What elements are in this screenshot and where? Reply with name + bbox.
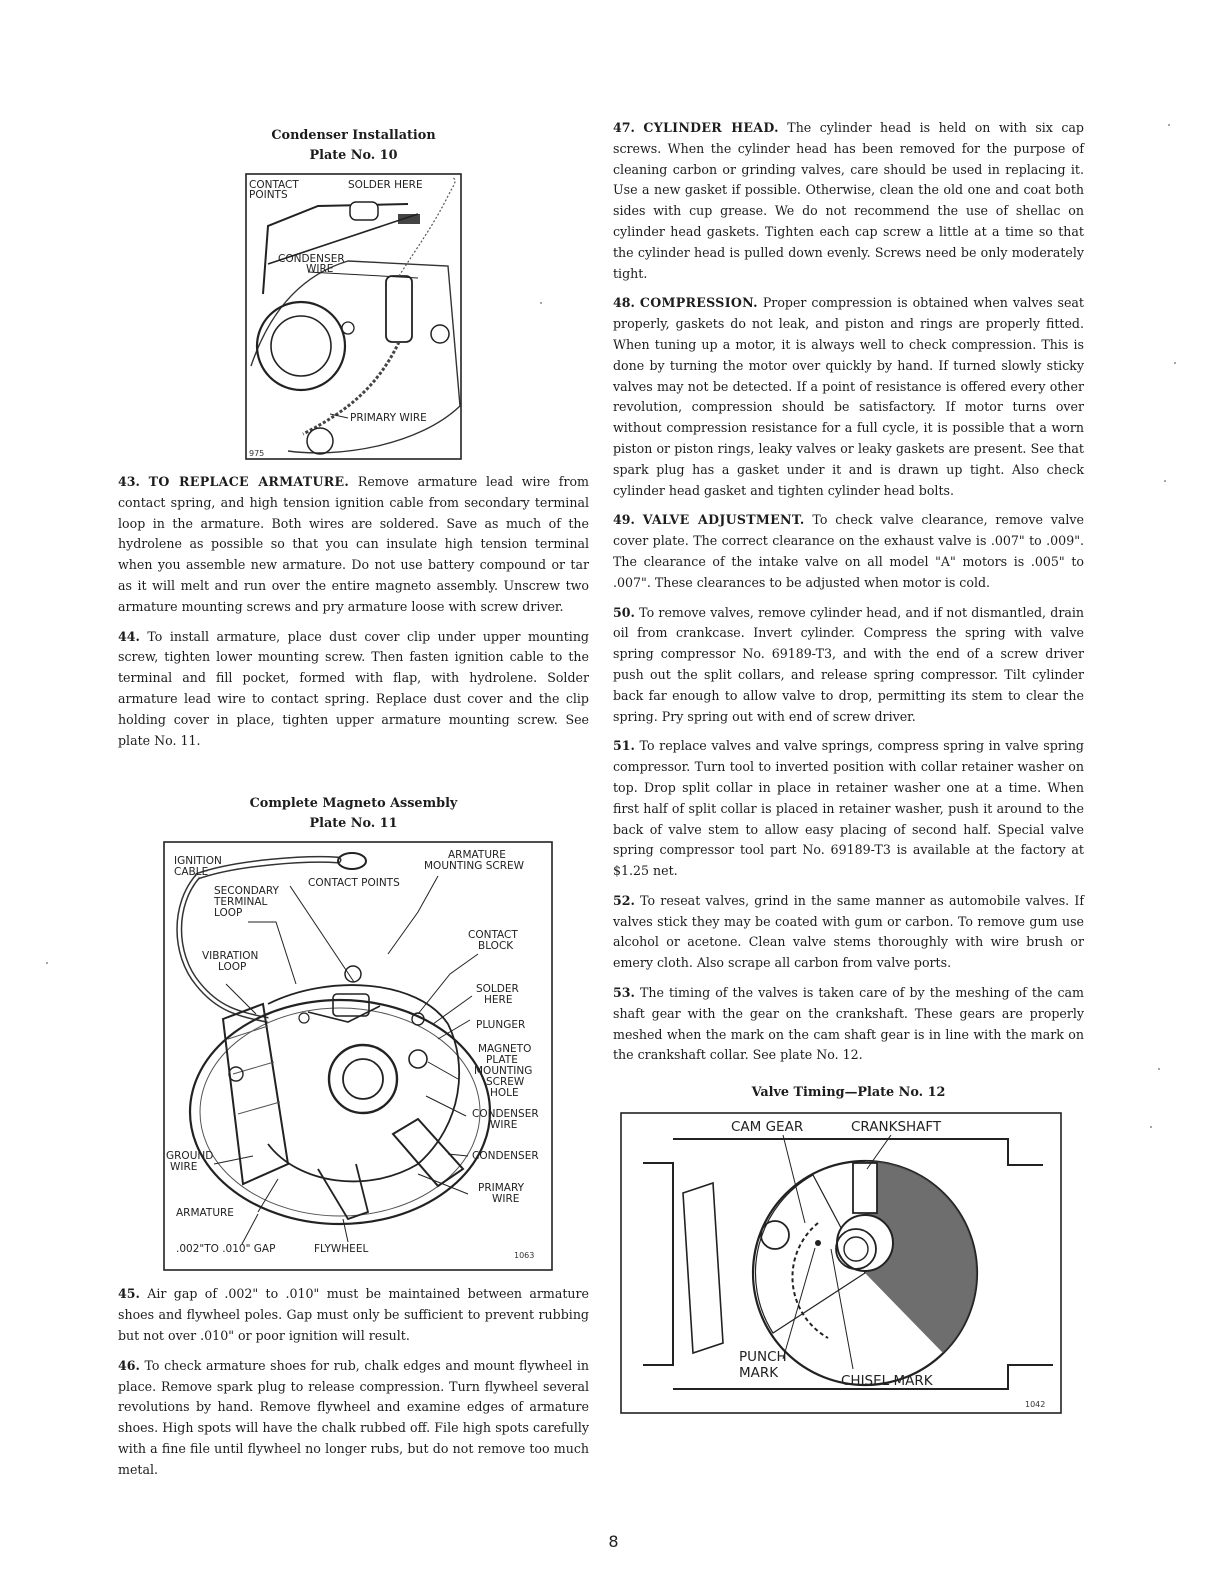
label-cam-gear: CAM GEAR bbox=[731, 1119, 804, 1136]
label-chisel-mark: CHISEL MARK bbox=[841, 1373, 933, 1390]
paragraph-53 bbox=[613, 983, 1084, 1066]
plate-11-caption: Complete Magneto Assembly bbox=[249, 796, 458, 812]
label-vibration-1: VIBRATION bbox=[202, 950, 259, 963]
label-vibration-2: LOOP bbox=[218, 961, 247, 974]
label-solder-here: SOLDER HERE bbox=[348, 179, 423, 191]
paragraph-49-text: To check valve clearance, remove valve cover plate. The correct clearance on the exhaust valve is .007" to .009". The clearance of the intake valve on all model "A" motors is .005" to .007". These clearances to be adjusted when motor is cold. bbox=[613, 512, 1084, 590]
paragraph-48-text: Proper compression is obtained when valves seat properly, gaskets do not leak, and piston and rings are properly fitted. When tuning up a motor, it is always well to check compression. This is done by turning the motor over quickly by hand. If turned slowly sticky valves may not be detected. If a point of resistance is offered every other revolution, compression should be satisfactory. If motor turns over without compression resistance for a full cycle, it is possible that a worn piston or piston rings, leaky valves or leaky gaskets are present. See that spark plug has a gasket under it and is drawn up tight. Also check cylinder head gasket and tighten cylinder head bolts. bbox=[613, 295, 1084, 498]
paragraph-49-number: 49. bbox=[613, 512, 635, 528]
paragraph-43 bbox=[118, 472, 589, 618]
plate-12-caption: Valve Timing—Plate No. 12 bbox=[751, 1085, 946, 1101]
label-armature: ARMATURE bbox=[176, 1207, 234, 1220]
label-condenser-wire: WIRE bbox=[306, 263, 334, 275]
label-points: POINTS bbox=[249, 189, 288, 201]
label-condenser-wire-2: WIRE bbox=[490, 1119, 518, 1132]
plate-11-drawing-number: 1063 bbox=[514, 1251, 535, 1261]
paragraph-43-number: 43. bbox=[118, 474, 140, 489]
plate-11-figure bbox=[118, 834, 589, 1272]
paragraph-51 bbox=[613, 736, 1084, 882]
paragraph-53-number: 53. bbox=[613, 985, 635, 1001]
label-contact-points: CONTACT POINTS bbox=[308, 877, 400, 890]
label-solder-1: SOLDER bbox=[476, 983, 519, 996]
paragraph-47-text: The cylinder head is held on with six cap screws. When the cylinder head has been removed for the purpose of cleaning carbon or grinding valves, care should be used in replacing it. Use a new gasket if possible. Otherwise, clean the old one and coat both sides with cup grease. We do not recommend the use of shellac on cylinder head gaskets. Tighten each cap screw a little at a time so that the cylinder head is pulled down evenly. Screws need be only moderately tight. bbox=[613, 120, 1084, 281]
scan-speck bbox=[1168, 124, 1170, 126]
paragraph-45 bbox=[118, 1284, 589, 1346]
paragraph-53-text: The timing of the valves is taken care of by the meshing of the cam shaft gear with the gear on the crankshaft. These gears are properly meshed when the mark on the cam shaft gear is in line with the mark on the crankshaft collar. See plate No. 12. bbox=[613, 985, 1084, 1063]
paragraph-48 bbox=[613, 293, 1084, 501]
paragraph-52 bbox=[613, 891, 1084, 974]
label-magneto-1: MAGNETO bbox=[478, 1043, 532, 1056]
paragraph-46-text: To check armature shoes for rub, chalk edges and mount flywheel in place. Remove spark plug to release compression. Turn flywheel several revolutions by hand. Remove flywheel and examine edges of armature shoes. High spots will have the chalk rubbed off. File high spots carefully with a fine file until flywheel no longer rubs, but do not remove too much metal. bbox=[118, 1357, 589, 1477]
paragraph-43-text: Remove armature lead wire from contact spring, and high tension ignition cable from secondary terminal loop in the armature. Both wires are soldered. Save as much of the hydrolene as possible so that you can insulate high tension terminal when you assemble new armature. Do not use battery compound or tar as it will melt and run over the entire magneto assembly. Unscrew two armature mounting screws and pry armature loose with screw driver. bbox=[118, 474, 589, 614]
paragraph-44 bbox=[118, 627, 589, 752]
label-contact-block-1: CONTACT bbox=[468, 929, 518, 942]
paragraph-52-text: To reseat valves, grind in the same manner as automobile valves. If valves stick they may be coated with gum or carbon. To remove gum use alcohol or acetone. Clean valve stems thoroughly with wire brush or emery cloth. Also scrape all carbon from valve ports. bbox=[613, 892, 1084, 971]
label-ground-2: WIRE bbox=[170, 1161, 198, 1174]
paragraph-51-number: 51. bbox=[613, 738, 635, 754]
label-condenser: CONDENSER bbox=[278, 253, 345, 265]
paragraph-47-number: 47. bbox=[613, 120, 635, 135]
paragraph-45-text: Air gap of .002" to .010" must be maintained between armature shoes and flywheel poles. Gap must only be sufficient to prevent rubbing but not over .010" or poor ignition will result. bbox=[118, 1286, 589, 1343]
scan-speck bbox=[1164, 480, 1166, 482]
scan-speck bbox=[1158, 1068, 1160, 1070]
paragraph-48-number: 48. bbox=[613, 295, 635, 311]
label-contact: CONTACT bbox=[249, 179, 299, 191]
page-number: 8 bbox=[608, 1532, 619, 1551]
paragraph-45-number: 45. bbox=[118, 1286, 140, 1302]
left-column bbox=[118, 126, 589, 1490]
paragraph-44-text: To install armature, place dust cover clip under upper mounting screw, tighten lower mounting screw. Then fasten ignition cable to the terminal and fill pocket, formed with flap, with hydrolene. Solder armature lead wire to contact spring. Replace dust cover and the clip holding cover in place, tighten upper armature mounting screw. See plate No. 11. bbox=[118, 628, 589, 748]
label-secondary-3: LOOP bbox=[214, 907, 243, 920]
label-magneto-2: PLATE bbox=[486, 1054, 518, 1067]
paragraph-43-heading: TO REPLACE ARMATURE. bbox=[148, 474, 350, 489]
label-magneto-5: HOLE bbox=[490, 1087, 519, 1100]
paragraph-50-text: To remove valves, remove cylinder head, and if not dismantled, drain oil from crankcase. Invert cylinder. Compress the spring with valve spring compressor No. 69189-T3, and with the end of a screw driver push out the split collars, and release spring compressor. Tilt cylinder back far enough to allow valve to drop, permitting its stem to clear the spring. Pry spring out with end of screw driver. bbox=[613, 604, 1084, 724]
paragraph-51-text: To replace valves and valve springs, compress spring in valve spring compressor. Turn tool to inverted position with collar retainer washer on top. Drop split collar in place in retainer washer one at a time. When first half of split collar is placed in retainer washer, push it around to the back of valve stem to allow easy placing of second half. Special valve spring compressor tool part No. 69189-T3 is available at the factory at $1.25 net. bbox=[613, 738, 1084, 879]
label-condenser: CONDENSER bbox=[472, 1150, 539, 1163]
paragraph-50-number: 50. bbox=[613, 604, 635, 620]
paragraph-49-heading: VALVE ADJUSTMENT. bbox=[642, 512, 805, 528]
label-solder-2: HERE bbox=[484, 994, 513, 1007]
plate-10-figure bbox=[118, 166, 589, 464]
paragraph-44-number: 44. bbox=[118, 628, 140, 644]
label-secondary-1: SECONDARY bbox=[214, 885, 279, 898]
label-plunger: PLUNGER bbox=[476, 1019, 526, 1032]
paragraph-46 bbox=[118, 1356, 589, 1481]
paragraph-50 bbox=[613, 603, 1084, 728]
scan-speck bbox=[540, 302, 542, 304]
label-punch-2: MARK bbox=[739, 1365, 779, 1382]
label-contact-block-2: BLOCK bbox=[478, 940, 514, 953]
plate-10-drawing-number: 975 bbox=[249, 449, 265, 458]
paragraph-52-number: 52. bbox=[613, 892, 635, 908]
plate-12-drawing-number: 1042 bbox=[1025, 1400, 1046, 1410]
label-flywheel: FLYWHEEL bbox=[314, 1243, 369, 1256]
paragraph-49 bbox=[613, 510, 1084, 593]
label-cable: CABLE bbox=[174, 866, 209, 879]
scan-speck bbox=[1174, 362, 1176, 364]
scan-speck bbox=[46, 962, 48, 964]
paragraph-47 bbox=[613, 118, 1084, 284]
paragraph-48-heading: COMPRESSION. bbox=[639, 295, 758, 311]
label-ground-1: GROUND bbox=[166, 1150, 214, 1163]
label-magneto-4: SCREW bbox=[486, 1076, 525, 1089]
label-gap: .002"TO .010" GAP bbox=[176, 1243, 276, 1256]
label-primary-1: PRIMARY bbox=[478, 1182, 525, 1195]
plate-10-caption: Condenser Installation bbox=[271, 128, 436, 143]
plate-12-figure bbox=[613, 1103, 1084, 1421]
paragraph-46-number: 46. bbox=[118, 1357, 140, 1373]
label-condenser-wire-1: CONDENSER bbox=[472, 1108, 539, 1121]
label-magneto-3: MOUNTING bbox=[474, 1065, 533, 1078]
label-primary-2: WIRE bbox=[492, 1193, 520, 1206]
paragraph-47-heading: CYLINDER HEAD. bbox=[643, 120, 779, 135]
label-armature-mounting-1: ARMATURE bbox=[448, 849, 506, 862]
label-punch-1: PUNCH bbox=[739, 1349, 787, 1366]
label-armature-mounting-2: MOUNTING SCREW bbox=[424, 860, 525, 873]
label-ignition: IGNITION bbox=[174, 855, 222, 868]
punch-mark-dot bbox=[815, 1240, 821, 1246]
right-column bbox=[613, 118, 1084, 1421]
plate-11-number: Plate No. 11 bbox=[309, 816, 398, 832]
label-secondary-2: TERMINAL bbox=[214, 896, 268, 909]
scan-speck bbox=[1150, 1126, 1152, 1128]
plate-10-number: Plate No. 10 bbox=[309, 148, 398, 163]
condenser-drawing bbox=[386, 276, 412, 342]
label-crankshaft: CRANKSHAFT bbox=[851, 1119, 942, 1136]
label-primary-wire: PRIMARY WIRE bbox=[350, 412, 427, 424]
